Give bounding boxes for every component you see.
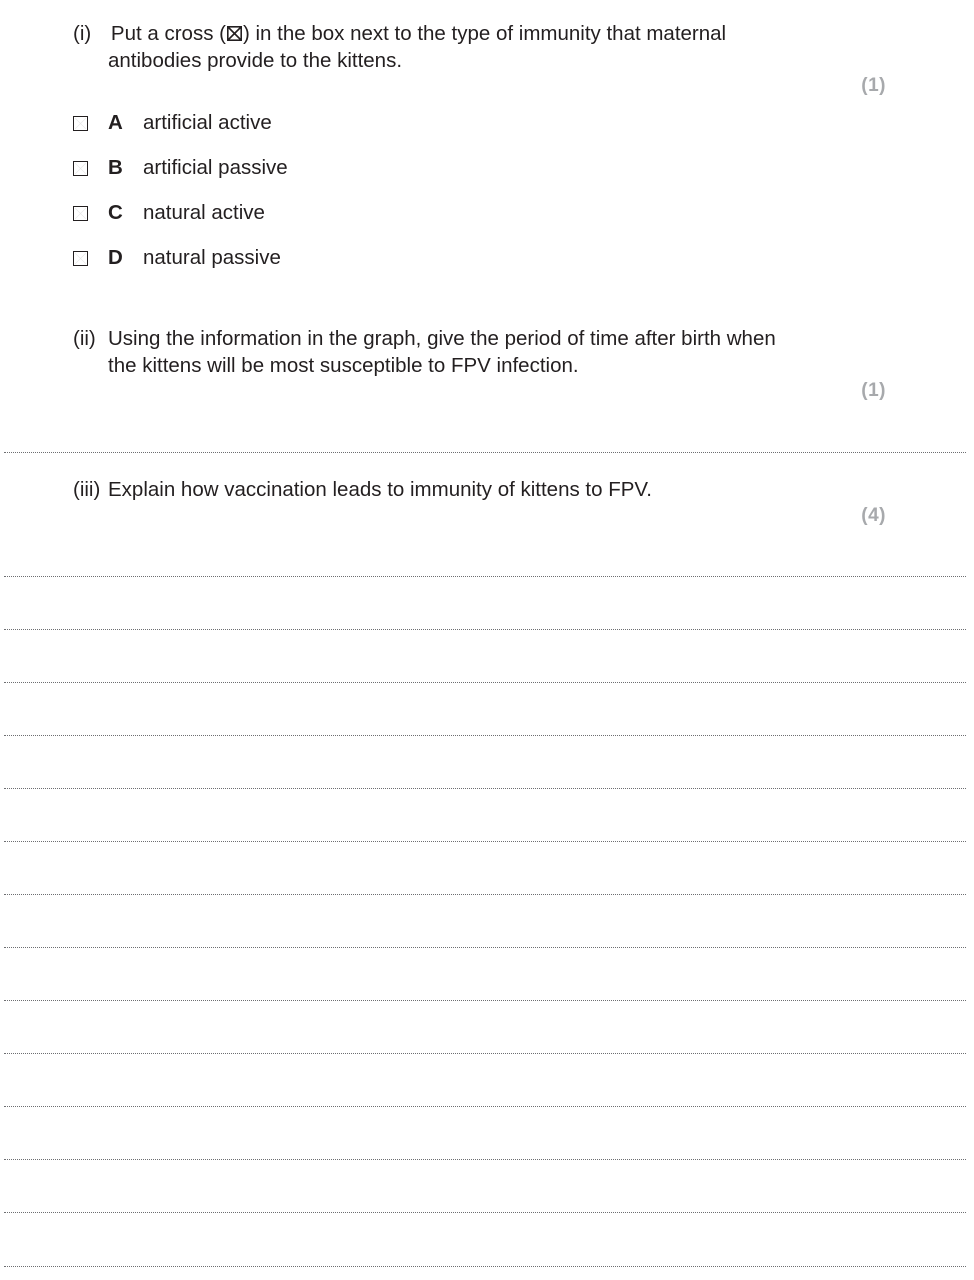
question-iii-number: (iii) — [73, 478, 101, 501]
question-ii-line2: the kittens will be most susceptible to FPV infection. — [108, 354, 579, 377]
answer-line[interactable] — [4, 788, 966, 789]
answer-line[interactable] — [4, 735, 966, 736]
option-c-letter: C — [108, 201, 123, 224]
answer-line[interactable] — [4, 1212, 966, 1213]
answer-line-ii[interactable] — [4, 452, 966, 453]
question-ii-line1: Using the information in the graph, give the period of time after birth when — [108, 327, 776, 350]
question-i-number: (i) — [73, 22, 92, 45]
option-c[interactable] — [73, 201, 265, 225]
option-b-label: artificial passive — [143, 156, 288, 179]
answer-line[interactable] — [4, 1000, 966, 1001]
option-a[interactable] — [73, 111, 272, 135]
question-i-line2: antibodies provide to the kittens. — [108, 49, 403, 72]
checkbox-b[interactable] — [73, 161, 88, 176]
answer-line[interactable] — [4, 947, 966, 948]
option-a-label: artificial active — [143, 111, 272, 134]
checkbox-c[interactable] — [73, 206, 88, 221]
checkbox-a[interactable] — [73, 116, 88, 131]
option-c-label: natural active — [143, 201, 265, 224]
answer-line[interactable] — [4, 1266, 966, 1267]
answer-line[interactable] — [4, 629, 966, 630]
marks-badge-ii: (1) — [861, 380, 886, 401]
option-d[interactable] — [73, 246, 281, 270]
cross-box-icon — [227, 26, 242, 41]
answer-line[interactable] — [4, 1106, 966, 1107]
answer-line[interactable] — [4, 682, 966, 683]
answer-line[interactable] — [4, 1053, 966, 1054]
answer-line[interactable] — [4, 841, 966, 842]
option-a-letter: A — [108, 111, 123, 134]
answer-line[interactable] — [4, 576, 966, 577]
option-b[interactable] — [73, 156, 288, 180]
question-i-line1-after: ) in the box next to the type of immunity that maternal — [242, 22, 727, 45]
question-iii-line1: Explain how vaccination leads to immunity of kittens to FPV. — [108, 478, 652, 501]
option-d-label: natural passive — [143, 246, 281, 269]
question-ii-number: (ii) — [73, 327, 96, 350]
question-i-text — [73, 20, 726, 47]
checkbox-d[interactable] — [73, 251, 88, 266]
option-d-letter: D — [108, 246, 123, 269]
answer-line[interactable] — [4, 1159, 966, 1160]
answer-line[interactable] — [4, 894, 966, 895]
option-b-letter: B — [108, 156, 123, 179]
question-i-line1-before: Put a cross ( — [110, 22, 226, 45]
marks-badge-iii: (4) — [861, 505, 886, 526]
marks-badge-i: (1) — [861, 75, 886, 96]
